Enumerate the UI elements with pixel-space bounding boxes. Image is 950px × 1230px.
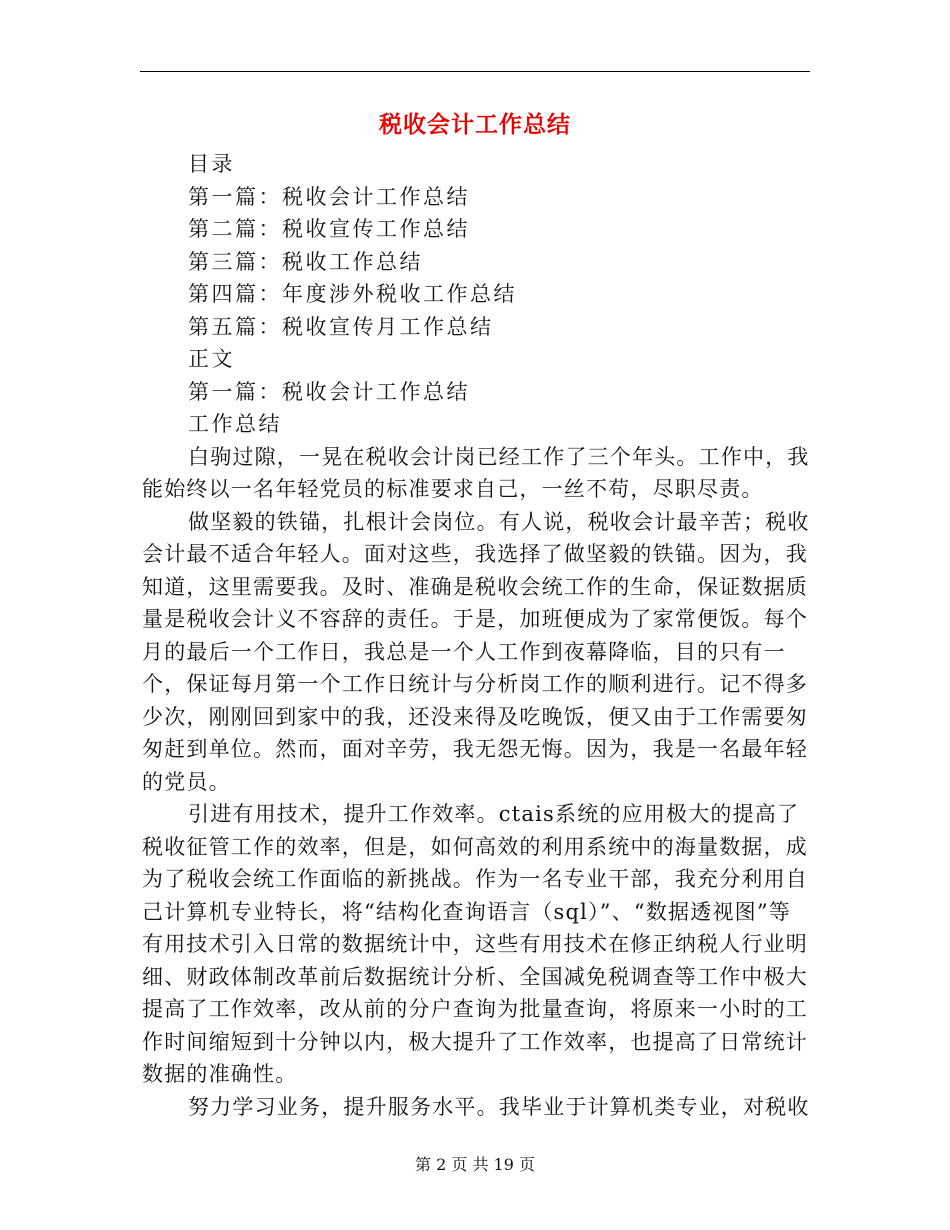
page-footer: 第 2 页 共 19 页 — [415, 1155, 535, 1174]
toc-item-4: 第四篇：年度涉外税收工作总结 — [188, 282, 517, 306]
body-heading: 正文 — [188, 347, 235, 371]
header-rule — [140, 71, 810, 72]
paragraph-2: 做坚毅的铁锚，扎根计会岗位。有人说，税收会计最辛苦；税收会计最不适合年轻人。面对这些，我选择了做坚毅的铁锚。因为，我知道，这里需要我。及时、准确是税收会统工作的生命，保证数据质量是税收会计义不容辞的责任。于是，加班便成为了家常便饭。每个月的最后一个工作日，我总是一个人工作到夜幕降临，目的只有一个，保证每月第一个工作日统计与分析岗工作的顺利进行。记不得多少次，刚刚回到家中的我，还没来得及吃晚饭，便又由于工作需要匆匆赶到单位。然而，面对辛劳，我无怨无悔。因为，我是一名最年轻的党员。 — [142, 509, 810, 794]
paragraph-1: 白驹过隙，一晃在税收会计岗已经工作了三个年头。工作中，我能始终以一名年轻党员的标准要求自己，一丝不苟，尽职尽责。 — [142, 444, 810, 501]
toc-item-2: 第二篇：税收宣传工作总结 — [188, 217, 470, 241]
toc-item-3: 第三篇：税收工作总结 — [188, 249, 423, 274]
toc-item-5: 第五篇：税收宣传月工作总结 — [188, 314, 494, 339]
document-title: 税收会计工作总结 — [379, 112, 571, 138]
document-body — [142, 148, 812, 1123]
section-heading: 第一篇：税收会计工作总结 — [188, 379, 470, 404]
subsection-heading: 工作总结 — [188, 412, 282, 436]
toc-heading: 目录 — [188, 152, 235, 176]
paragraph-4: 努力学习业务，提升服务水平。我毕业于计算机类专业，对税收 — [188, 1094, 810, 1119]
paragraph-3: 引进有用技术，提升工作效率。ctais系统的应用极大的提高了税收征管工作的效率，但是，如何高效的利用系统中的海量数据，成为了税收会统工作面临的新挑战。作为一名专业干部，我充分利用自己计算机专业特长，将“结构化查询语言（sql）”、“数据透视图”等有用技术引入日常的数据统计中，这些有用技术在修正纳税人行业明细、财政体制改革前后数据统计分析、全国减免税调查等工作中极大提高了工作效率，改从前的分户查询为批量查询，将原来一小时的工作时间缩短到十分钟以内，极大提升了工作效率，也提高了日常统计数据的准确性。 — [142, 802, 808, 1086]
toc-item-1: 第一篇：税收会计工作总结 — [188, 184, 470, 209]
